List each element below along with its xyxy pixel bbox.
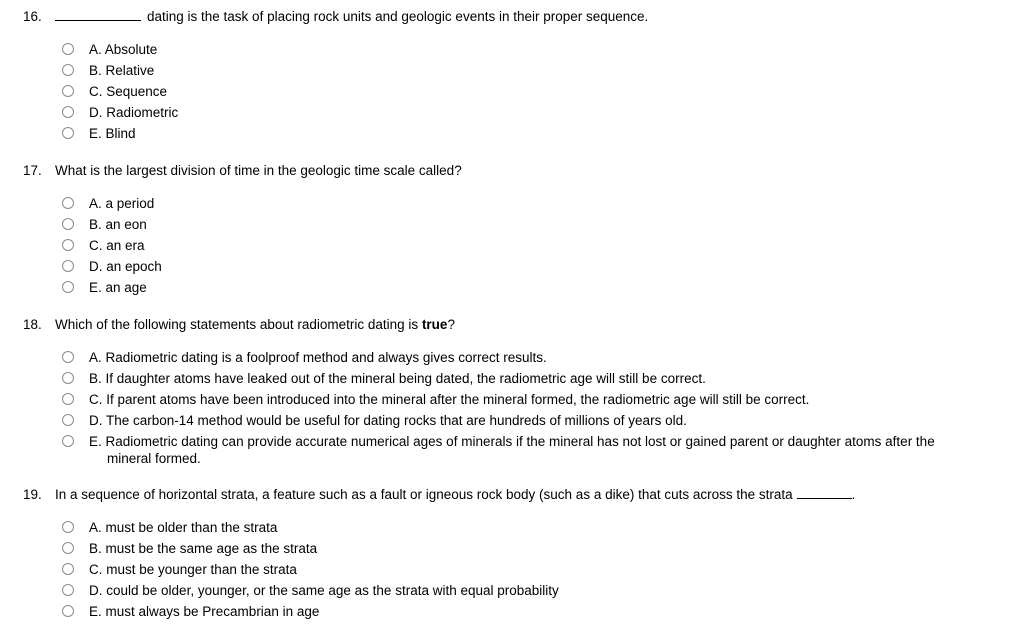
answer-blank bbox=[55, 8, 141, 21]
option-label: D. Radiometric bbox=[89, 105, 179, 120]
option-label: D. The carbon-14 method would be useful for dating rocks that are hundreds of millions of years old. bbox=[89, 413, 687, 428]
radio-button[interactable] bbox=[62, 542, 74, 554]
question-text bbox=[55, 486, 855, 504]
radio-button[interactable] bbox=[62, 106, 74, 118]
radio-button[interactable] bbox=[62, 414, 74, 426]
option-label: B. Relative bbox=[89, 63, 155, 78]
radio-button[interactable] bbox=[62, 563, 74, 575]
option-label-continuation: mineral formed. bbox=[107, 451, 201, 466]
radio-button[interactable] bbox=[62, 197, 74, 209]
question-text-start: Which of the following statements about radiometric dating is bbox=[55, 317, 422, 332]
question-text-after-blank: dating is the task of placing rock units and geologic events in their proper sequence. bbox=[147, 9, 649, 24]
question-text-emphasis: true bbox=[421, 317, 448, 332]
option-label: B. an eon bbox=[89, 217, 147, 232]
option-label: D. an epoch bbox=[89, 259, 162, 274]
option-label: B. must be the same age as the strata bbox=[89, 541, 318, 556]
question-number: 18. bbox=[23, 317, 42, 332]
option-label: A. must be older than the strata bbox=[89, 520, 278, 535]
radio-button[interactable] bbox=[62, 85, 74, 97]
option-label: C. If parent atoms have been introduced into the mineral after the mineral formed, the radiometric age will still be correct. bbox=[89, 392, 810, 407]
question-number: 17. bbox=[23, 163, 42, 178]
radio-button[interactable] bbox=[62, 127, 74, 139]
option-label bbox=[89, 433, 989, 467]
option-label: C. must be younger than the strata bbox=[89, 562, 297, 577]
radio-button[interactable] bbox=[62, 260, 74, 272]
option-label: C. Sequence bbox=[89, 84, 168, 99]
radio-button[interactable] bbox=[62, 372, 74, 384]
radio-button[interactable] bbox=[62, 218, 74, 230]
question-text-before-blank: In a sequence of horizontal strata, a feature such as a fault or igneous rock body (such as a dike) that cuts across the strata bbox=[55, 487, 793, 502]
radio-button[interactable] bbox=[62, 351, 74, 363]
option-label-line: E. Radiometric dating can provide accurate numerical ages of minerals if the mineral has not lost or gained parent or daughter atoms after the bbox=[89, 434, 935, 449]
option-label: D. could be older, younger, or the same age as the strata with equal probability bbox=[89, 583, 559, 598]
option-label: A. Radiometric dating is a foolproof method and always gives correct results. bbox=[89, 350, 547, 365]
question-text: What is the largest division of time in the geologic time scale called? bbox=[55, 163, 462, 178]
question-text-end: ? bbox=[447, 317, 455, 332]
option-label: A. Absolute bbox=[89, 42, 158, 57]
question-text bbox=[55, 316, 455, 334]
option-label: E. an age bbox=[89, 280, 147, 295]
option-label: E. Blind bbox=[89, 126, 136, 141]
answer-blank bbox=[797, 486, 852, 499]
radio-button[interactable] bbox=[62, 605, 74, 617]
radio-button[interactable] bbox=[62, 584, 74, 596]
radio-button[interactable] bbox=[62, 435, 74, 447]
radio-button[interactable] bbox=[62, 239, 74, 251]
option-label: C. an era bbox=[89, 238, 145, 253]
question-text-after-blank: . bbox=[851, 487, 856, 502]
radio-button[interactable] bbox=[62, 393, 74, 405]
option-label: E. must always be Precambrian in age bbox=[89, 604, 320, 619]
question-number: 19. bbox=[23, 487, 42, 502]
radio-button[interactable] bbox=[62, 281, 74, 293]
radio-button[interactable] bbox=[62, 521, 74, 533]
radio-button[interactable] bbox=[62, 64, 74, 76]
question-text bbox=[55, 8, 648, 26]
option-label: B. If daughter atoms have leaked out of the mineral being dated, the radiometric age will still be correct. bbox=[89, 371, 706, 386]
question-number: 16. bbox=[23, 9, 42, 24]
option-label: A. a period bbox=[89, 196, 155, 211]
radio-button[interactable] bbox=[62, 43, 74, 55]
